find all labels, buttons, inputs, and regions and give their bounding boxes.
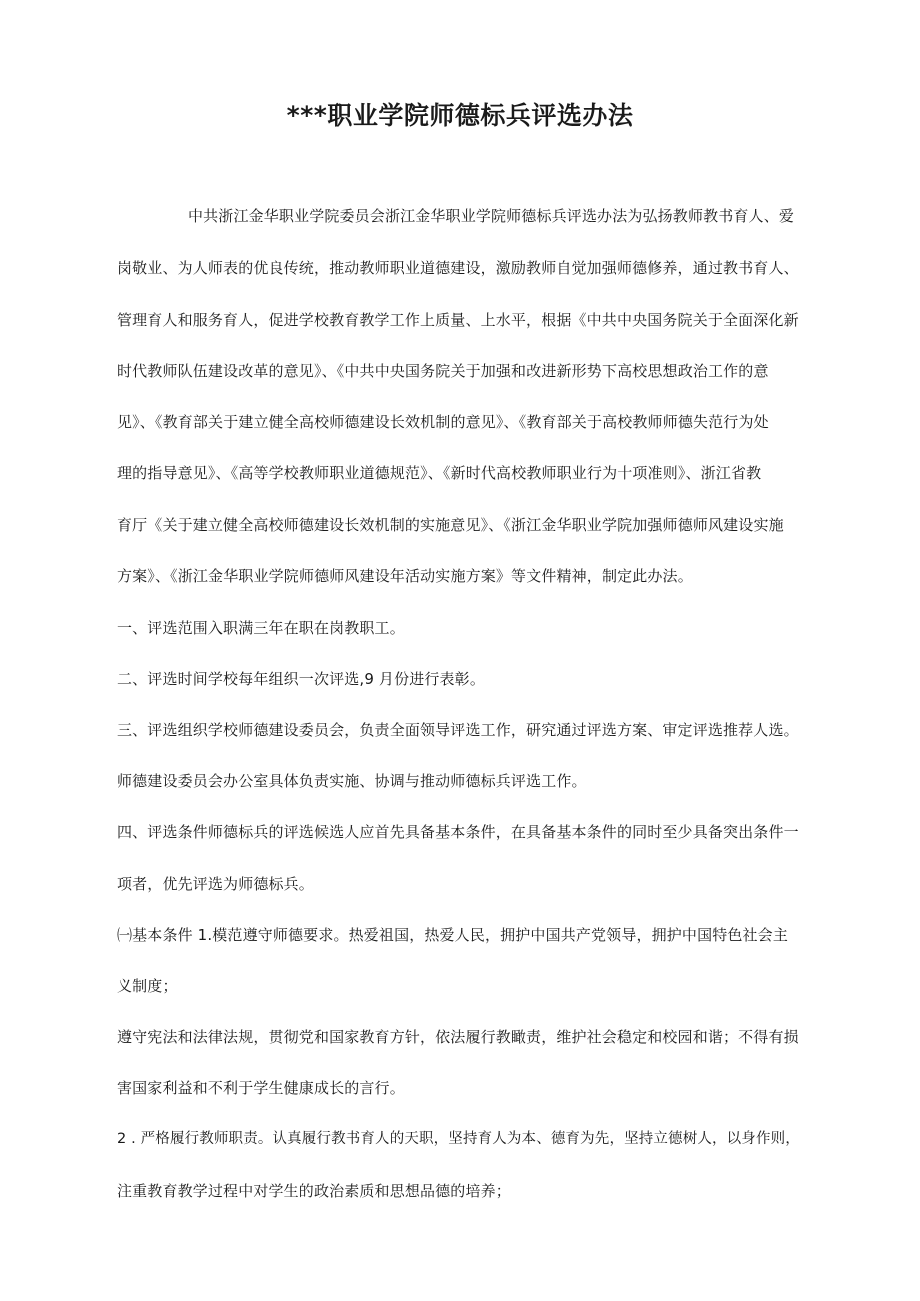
paragraph-line: 师德建设委员会办公室具体负责实施、协调与推动师德标兵评选工作。	[117, 772, 587, 790]
paragraph-line: 岗敬业、为人师表的优良传统，推动教师职业道德建设，激励教师自觉加强师德修养，通过教书育人、	[117, 259, 799, 277]
subsection-basic-conditions: ㈠基本条件 1.模范遵守师德要求。热爱祖国，热爱人民，拥护中国共产党领导，拥护中国特色社会主	[117, 926, 788, 944]
section-heading-organization: 三、评选组织学校师德建设委员会，负责全面领导评选工作，研究通过评选方案、审定评选推荐人选。	[117, 721, 799, 739]
document-title: ***职业学院师德标兵评选办法	[286, 101, 634, 130]
paragraph-line: 见》、《教育部关于建立健全高校师德建设长效机制的意见》、《教育部关于高校教师师德失范行为处	[117, 413, 769, 431]
section-heading-conditions: 四、评选条件师德标兵的评选候选人应首先具备基本条件，在具备基本条件的同时至少具备突出条件一	[117, 823, 799, 841]
paragraph-line: 注重教育教学过程中对学生的政治素质和思想品德的培养；	[117, 1182, 511, 1200]
paragraph-line: 方案》、《浙江金华职业学院师德师风建设年活动实施方案》等文件精神，制定此办法。	[117, 567, 693, 585]
paragraph-line: 义制度；	[117, 977, 178, 995]
paragraph-line: 中共浙江金华职业学院委员会浙江金华职业学院师德标兵评选办法为弘扬教师教书育人、爱	[188, 207, 795, 225]
paragraph-line: 害国家利益和不利于学生健康成长的言行。	[117, 1079, 405, 1097]
section-heading-time: 二、评选时间学校每年组织一次评选,9 月份进行表彰。	[117, 670, 485, 688]
paragraph-line: 时代教师队伍建设改革的意见》、《中共中央国务院关于加强和改进新形势下高校思想政治工作的意	[117, 362, 769, 380]
paragraph-line: 育厅《关于建立健全高校师德建设长效机制的实施意见》、《浙江金华职业学院加强师德师风建设实施	[117, 516, 784, 534]
paragraph-line: 项者，优先评选为师德标兵。	[117, 875, 314, 893]
paragraph-line: 理的指导意见》、《高等学校教师职业道德规范》、《新时代高校教师职业行为十项准则》、浙江省教	[117, 464, 762, 482]
list-item-duties: 2 . 严格履行教师职责。认真履行教书育人的天职，坚持育人为本、德育为先，坚持立德树人，以身作则，	[117, 1131, 800, 1147]
section-heading-scope: 一、评选范围入职满三年在职在岗教职工。	[117, 619, 405, 637]
paragraph-line: 遵守宪法和法律法规，贯彻党和国家教育方针，依法履行教瞰责，维护社会稳定和校园和谐；不得有损	[117, 1028, 799, 1046]
paragraph-line: 管理育人和服务育人，促进学校教育教学工作上质量、上水平，根据《中共中央国务院关于全面深化新	[117, 311, 799, 329]
